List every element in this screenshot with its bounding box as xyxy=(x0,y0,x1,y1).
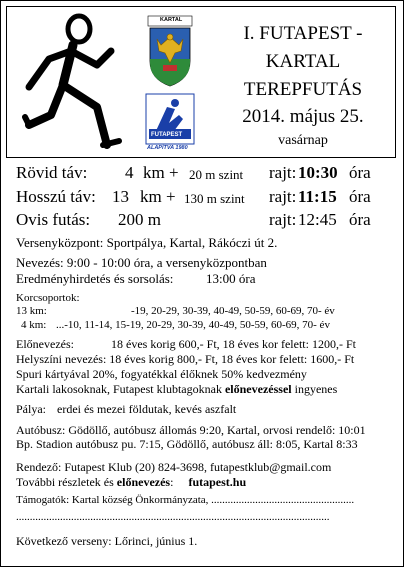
prereg-fees: 18 éves korig 600,- Ft, 18 éves kor felett: 1200,- Ft xyxy=(111,337,356,351)
short-start-label: rajt: xyxy=(269,163,297,182)
short-distance-num: 4 xyxy=(125,163,134,182)
kartal-crest-icon xyxy=(147,15,193,87)
results-time: 13:00 óra xyxy=(206,271,256,286)
details-prereg: előnevezés xyxy=(116,475,171,489)
details-info xyxy=(16,475,246,490)
results-label: Eredményhirdetés és sorsolás: xyxy=(16,271,174,286)
kids-distance-num: 200 m xyxy=(118,210,161,229)
age-groups-title: Korcsoportok: xyxy=(16,292,80,304)
discount-info: Spuri kártyával 20%, fogyatékkal élőknek 50% kedvezmény xyxy=(16,367,307,381)
short-distance-extra: 20 m szint xyxy=(189,167,244,182)
futapest-logo xyxy=(145,93,195,155)
age-4km-label: 4 km: xyxy=(21,319,47,331)
track-text: erdei és mezei földutak, kevés aszfalt xyxy=(57,402,237,416)
age-13km-groups: -19, 20-29, 30-39, 40-49, 50-59, 60-69, 70- év xyxy=(131,305,335,317)
race-center: Versenyközpont: Sportpálya, Kartal, Rákóczi út 2. xyxy=(16,235,278,250)
title-line-2: KARTAL xyxy=(265,51,341,72)
onsite-fees: Helyszíni nevezés: 18 éves korig 800,- Ft, 18 éves kor felett: 1600,- Ft xyxy=(16,352,355,366)
short-start-time: 10:30 xyxy=(298,163,338,182)
age-13km-label: 13 km: xyxy=(16,305,47,317)
prereg-label: Előnevezés: xyxy=(16,337,74,351)
long-distance-num: 13 xyxy=(112,187,129,206)
long-start-time: 11:15 xyxy=(298,187,337,206)
kids-distance-label: Ovis futás: xyxy=(16,210,91,229)
kids-start-label: rajt: xyxy=(269,210,297,229)
short-start-suffix: óra xyxy=(349,163,371,182)
header-box xyxy=(6,6,396,158)
next-race: Következő verseny: Lőrinci, június 1. xyxy=(16,534,198,548)
details-prefix: További részletek és xyxy=(16,475,114,489)
bus-line-2: Bp. Stadion autóbusz pu. 7:15, Gödöllő, autóbusz áll: 8:05, Kartal 8:33 xyxy=(16,437,358,451)
kids-start-time: 12:45 xyxy=(298,210,337,229)
long-distance-unit: km + xyxy=(140,187,176,206)
title-line-1: I. FUTAPEST - xyxy=(243,23,363,44)
title-line-3: TEREPFUTÁS xyxy=(243,79,363,100)
track-label: Pálya: xyxy=(16,402,46,416)
age-4km-groups: ...-10, 11-14, 15-19, 20-29, 30-39, 40-49, 50-59, 60-69, 70- év xyxy=(56,319,330,331)
dotted-line: .................................................................................................................. xyxy=(16,511,330,523)
free-entry-suffix: ingyenes xyxy=(294,382,338,396)
event-day: vasárnap xyxy=(278,133,328,148)
long-distance-label: Hosszú táv: xyxy=(16,187,96,206)
free-entry-bold: előnevezéssel xyxy=(224,382,292,396)
supporters: Támogatók: Kartal község Önkormányzata, .................................................... xyxy=(16,494,355,506)
details-colon: : xyxy=(170,475,174,489)
short-distance-label: Rövid táv: xyxy=(16,163,88,182)
event-date: 2014. május 25. xyxy=(242,106,364,127)
free-entry-info xyxy=(16,382,337,397)
kids-start-suffix: óra xyxy=(349,210,371,229)
logo-text: FUTAPEST xyxy=(151,132,183,138)
organizer-info: Rendező: Futapest Klub (20) 824-3698, futapestklub@gmail.com xyxy=(16,460,332,474)
runner-icon xyxy=(7,7,142,155)
website-link[interactable]: futapest.hu xyxy=(188,475,247,489)
short-distance-unit: km + xyxy=(143,163,179,182)
long-start-suffix: óra xyxy=(349,187,371,206)
registration-info: Nevezés: 9:00 - 10:00 óra, a versenyközpontban xyxy=(16,255,267,270)
long-distance-extra: 130 m szint xyxy=(184,191,245,206)
long-start-label: rajt: xyxy=(269,187,297,206)
bus-line-1: Autóbusz: Gödöllő, autóbusz állomás 9:20, Kartal, orvosi rendelő: 10:01 xyxy=(16,423,366,437)
logo-caption: ALAPÍTVA 1980 xyxy=(147,145,188,151)
free-entry-prefix: Kartali lakosoknak, Futapest klubtagoknak xyxy=(16,382,222,396)
crest-label: KARTAL xyxy=(160,17,183,23)
